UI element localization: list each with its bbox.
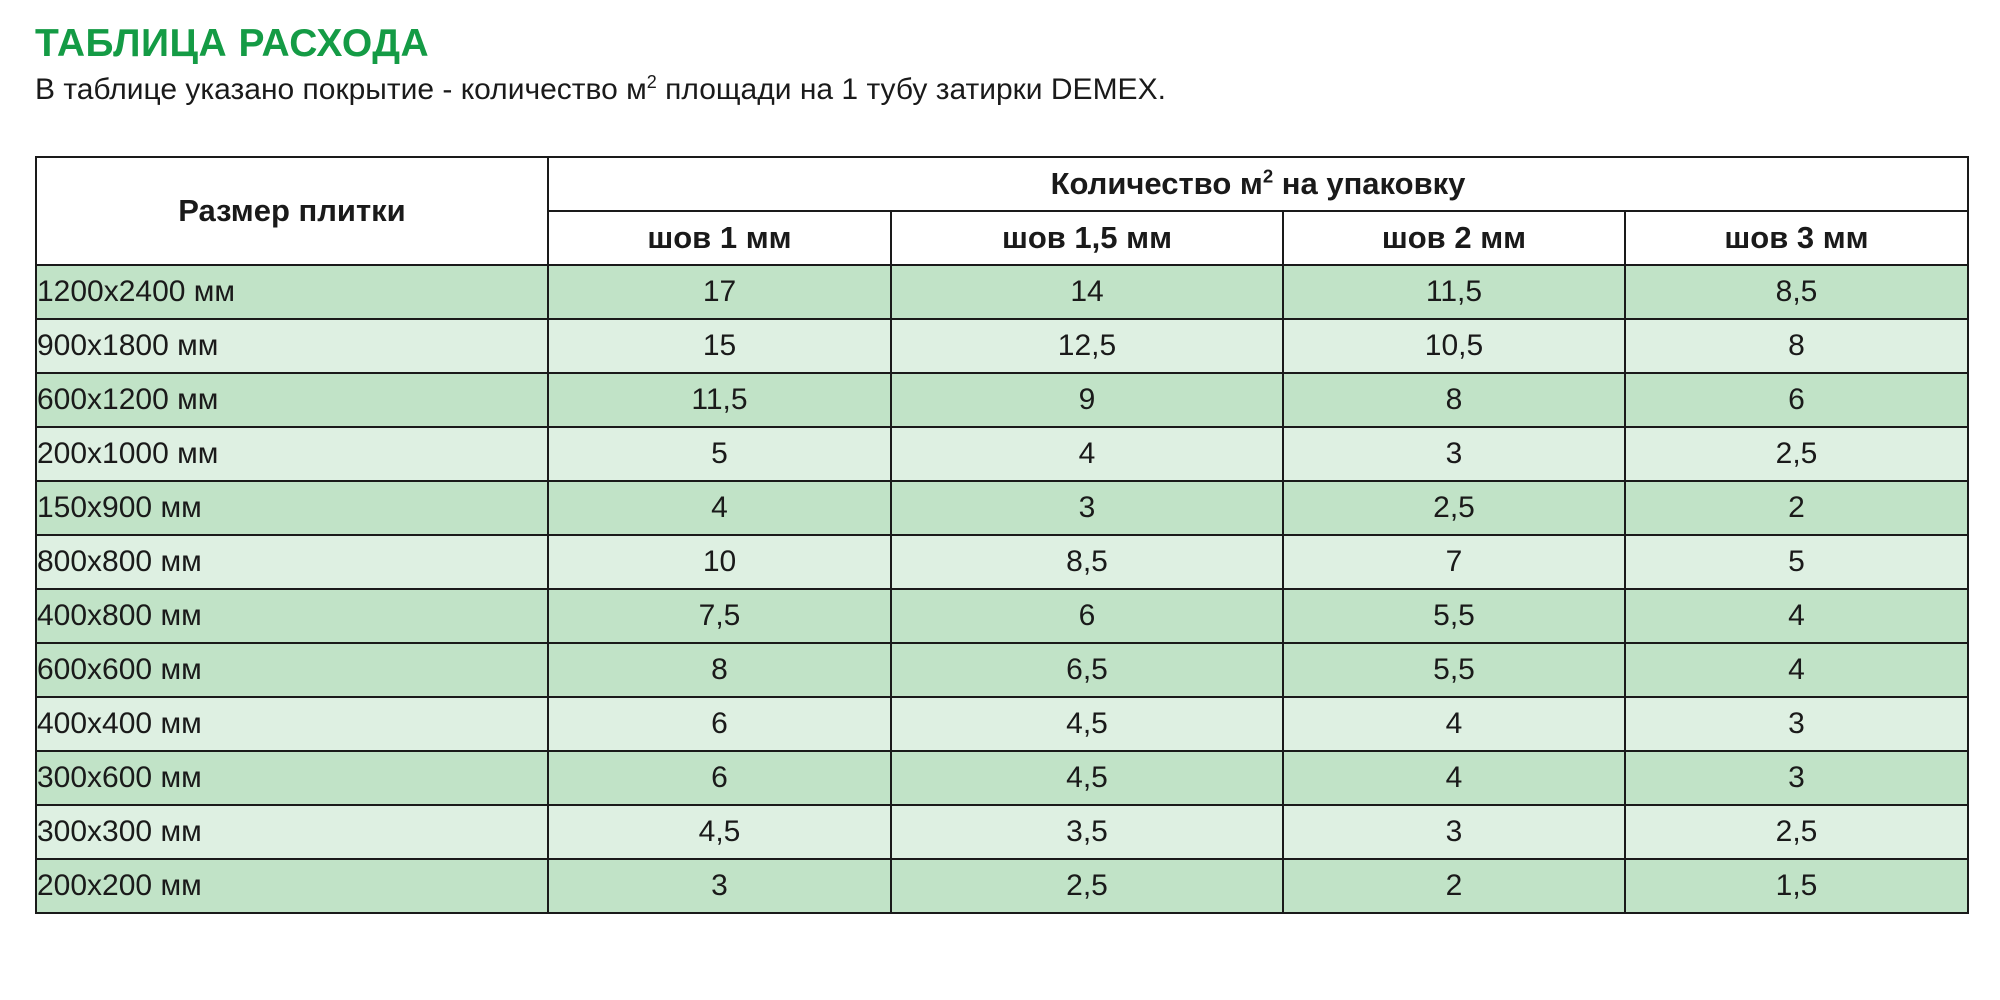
table-row [36, 589, 1968, 643]
value-cell: 11,5 [1283, 265, 1625, 319]
value-cell: 8 [548, 643, 891, 697]
size-column-header: Размер плитки [36, 157, 548, 265]
subtitle-superscript: 2 [646, 72, 657, 92]
subtitle-text-end: площади на 1 тубу затирки DEMEX. [656, 73, 1166, 106]
table-row [36, 859, 1968, 913]
tile-size-cell: 400x800 мм [36, 589, 548, 643]
value-cell: 4 [1625, 589, 1968, 643]
value-cell: 4 [1625, 643, 1968, 697]
value-cell: 4 [891, 427, 1283, 481]
value-cell: 2,5 [1625, 427, 1968, 481]
column-header-seam-2: шов 2 мм [1283, 211, 1625, 265]
value-cell: 4,5 [891, 751, 1283, 805]
tile-size-cell: 600x600 мм [36, 643, 548, 697]
page-subtitle [35, 73, 1166, 107]
table-row [36, 265, 1968, 319]
table-row [36, 319, 1968, 373]
value-cell: 3 [891, 481, 1283, 535]
value-cell: 6 [548, 697, 891, 751]
group-header-superscript: 2 [1262, 165, 1274, 187]
tile-size-cell: 900x1800 мм [36, 319, 548, 373]
tile-size-cell: 1200x2400 мм [36, 265, 548, 319]
value-cell: 4 [1283, 751, 1625, 805]
value-cell: 8 [1625, 319, 1968, 373]
value-cell: 6 [548, 751, 891, 805]
tile-size-cell: 400x400 мм [36, 697, 548, 751]
value-cell: 15 [548, 319, 891, 373]
value-cell: 6 [1625, 373, 1968, 427]
value-cell: 3 [1283, 805, 1625, 859]
value-cell: 3 [1283, 427, 1625, 481]
table-row [36, 427, 1968, 481]
column-header-seam-1: шов 1 мм [548, 211, 891, 265]
table-row [36, 751, 1968, 805]
tile-size-cell: 800x800 мм [36, 535, 548, 589]
value-cell: 10,5 [1283, 319, 1625, 373]
tile-size-cell: 150x900 мм [36, 481, 548, 535]
table-row [36, 805, 1968, 859]
value-cell: 5 [548, 427, 891, 481]
value-cell: 4 [548, 481, 891, 535]
table-row [36, 643, 1968, 697]
value-cell: 2 [1283, 859, 1625, 913]
value-cell: 3,5 [891, 805, 1283, 859]
tile-size-cell: 200x1000 мм [36, 427, 548, 481]
table-header-row [36, 157, 1968, 211]
quantity-group-header [548, 157, 1968, 211]
consumption-table [35, 156, 1969, 914]
table-row [36, 373, 1968, 427]
value-cell: 2,5 [1283, 481, 1625, 535]
value-cell: 12,5 [891, 319, 1283, 373]
page-title: ТАБЛИЦА РАСХОДА [35, 22, 430, 65]
value-cell: 5 [1625, 535, 1968, 589]
value-cell: 8,5 [1625, 265, 1968, 319]
value-cell: 7,5 [548, 589, 891, 643]
table-row [36, 481, 1968, 535]
value-cell: 5,5 [1283, 589, 1625, 643]
table-row [36, 697, 1968, 751]
value-cell: 7 [1283, 535, 1625, 589]
group-header-text-end: на упаковку [1273, 166, 1466, 201]
value-cell: 4 [1283, 697, 1625, 751]
value-cell: 5,5 [1283, 643, 1625, 697]
value-cell: 8,5 [891, 535, 1283, 589]
table-row [36, 535, 1968, 589]
value-cell: 1,5 [1625, 859, 1968, 913]
value-cell: 4,5 [891, 697, 1283, 751]
value-cell: 8 [1283, 373, 1625, 427]
value-cell: 2,5 [1625, 805, 1968, 859]
tile-size-cell: 600x1200 мм [36, 373, 548, 427]
value-cell: 17 [548, 265, 891, 319]
column-header-seam-1-5: шов 1,5 мм [891, 211, 1283, 265]
value-cell: 6 [891, 589, 1283, 643]
value-cell: 3 [1625, 751, 1968, 805]
value-cell: 10 [548, 535, 891, 589]
column-header-seam-3: шов 3 мм [1625, 211, 1968, 265]
value-cell: 4,5 [548, 805, 891, 859]
tile-size-cell: 200x200 мм [36, 859, 548, 913]
value-cell: 2,5 [891, 859, 1283, 913]
value-cell: 6,5 [891, 643, 1283, 697]
value-cell: 11,5 [548, 373, 891, 427]
value-cell: 2 [1625, 481, 1968, 535]
value-cell: 3 [548, 859, 891, 913]
value-cell: 3 [1625, 697, 1968, 751]
group-header-text: Количество м [1050, 166, 1263, 201]
value-cell: 9 [891, 373, 1283, 427]
subtitle-text: В таблице указано покрытие - количество м [35, 73, 647, 106]
value-cell: 14 [891, 265, 1283, 319]
tile-size-cell: 300x300 мм [36, 805, 548, 859]
tile-size-cell: 300x600 мм [36, 751, 548, 805]
